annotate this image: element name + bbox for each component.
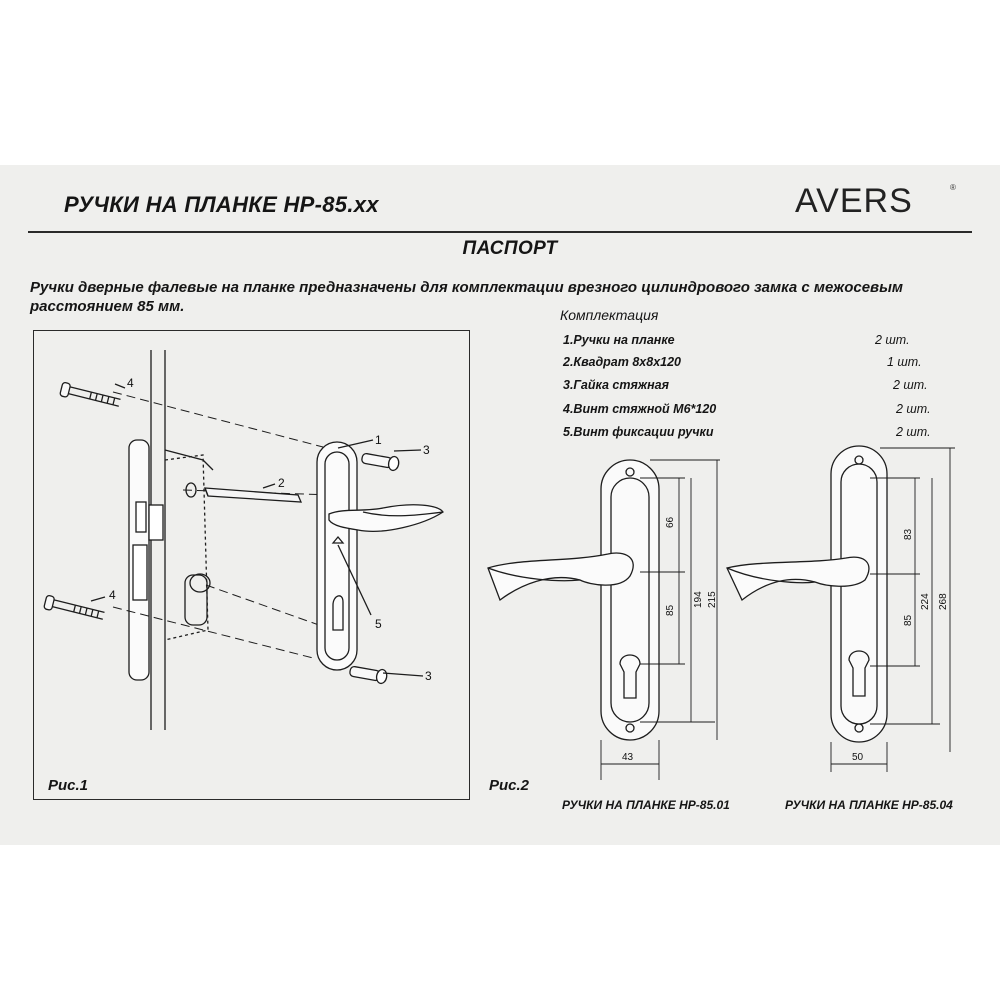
dim-a-width: 43: [622, 752, 634, 763]
figure-1-exploded-drawing: [33, 330, 470, 800]
callout-3-upper: 3: [423, 443, 430, 457]
kit-item-qty: 2 шт.: [875, 333, 910, 347]
dim-b-top: 83: [903, 528, 914, 540]
registered-mark: ®: [950, 183, 956, 192]
callout-4-lower: 4: [109, 588, 116, 602]
kit-item-label: 4.Винт стяжной М6*120: [563, 402, 717, 416]
intro-line-2: расстоянием 85 мм.: [30, 298, 185, 315]
header-divider: [28, 231, 972, 233]
dim-b-axis: 85: [903, 614, 914, 626]
kit-item-label: 5.Винт фиксации ручки: [563, 425, 714, 439]
dim-b-full: 268: [938, 593, 949, 610]
intro-text: [30, 278, 980, 316]
dim-a-full: 215: [707, 591, 718, 608]
figure-1-label: Рис.1: [48, 777, 89, 794]
callout-5: 5: [375, 617, 382, 631]
dim-b-width: 50: [852, 752, 864, 763]
passport-heading: ПАСПОРТ: [462, 238, 558, 259]
figure-2-label: Рис.2: [489, 777, 530, 794]
kit-item-label: 2.Квадрат 8х8х120: [563, 355, 682, 369]
kit-item-qty: 2 шт.: [896, 425, 931, 439]
callout-4-upper: 4: [127, 376, 134, 390]
model-a-caption: РУЧКИ НА ПЛАНКЕ НР-85.01: [562, 798, 730, 812]
callout-2: 2: [278, 476, 285, 490]
model-b-caption: РУЧКИ НА ПЛАНКЕ НР-85.04: [785, 798, 953, 812]
dim-b-mid: 224: [920, 593, 931, 610]
page-title: РУЧКИ НА ПЛАНКЕ НР-85.хх: [64, 192, 379, 217]
kit-item-qty: 2 шт.: [896, 402, 931, 416]
dim-a-mid: 194: [693, 591, 704, 608]
callout-1: 1: [375, 433, 382, 447]
intro-line-1: Ручки дверные фалевые на планке предназначены для комплектации врезного цилиндрового замка с межосевым: [30, 279, 904, 296]
figure-2-dimensioned-drawing: [480, 440, 980, 790]
kit-item-qty: 2 шт.: [893, 378, 928, 392]
dim-a-top: 66: [665, 516, 676, 528]
kit-heading: Комплектация: [560, 307, 659, 323]
dim-a-axis: 85: [665, 604, 676, 616]
kit-item-qty: 1 шт.: [887, 355, 922, 369]
brand-logo: AVERS: [795, 182, 913, 220]
callout-3-lower: 3: [425, 669, 432, 683]
kit-item-label: 3.Гайка стяжная: [563, 378, 669, 392]
kit-item-label: 1.Ручки на планке: [563, 333, 675, 347]
